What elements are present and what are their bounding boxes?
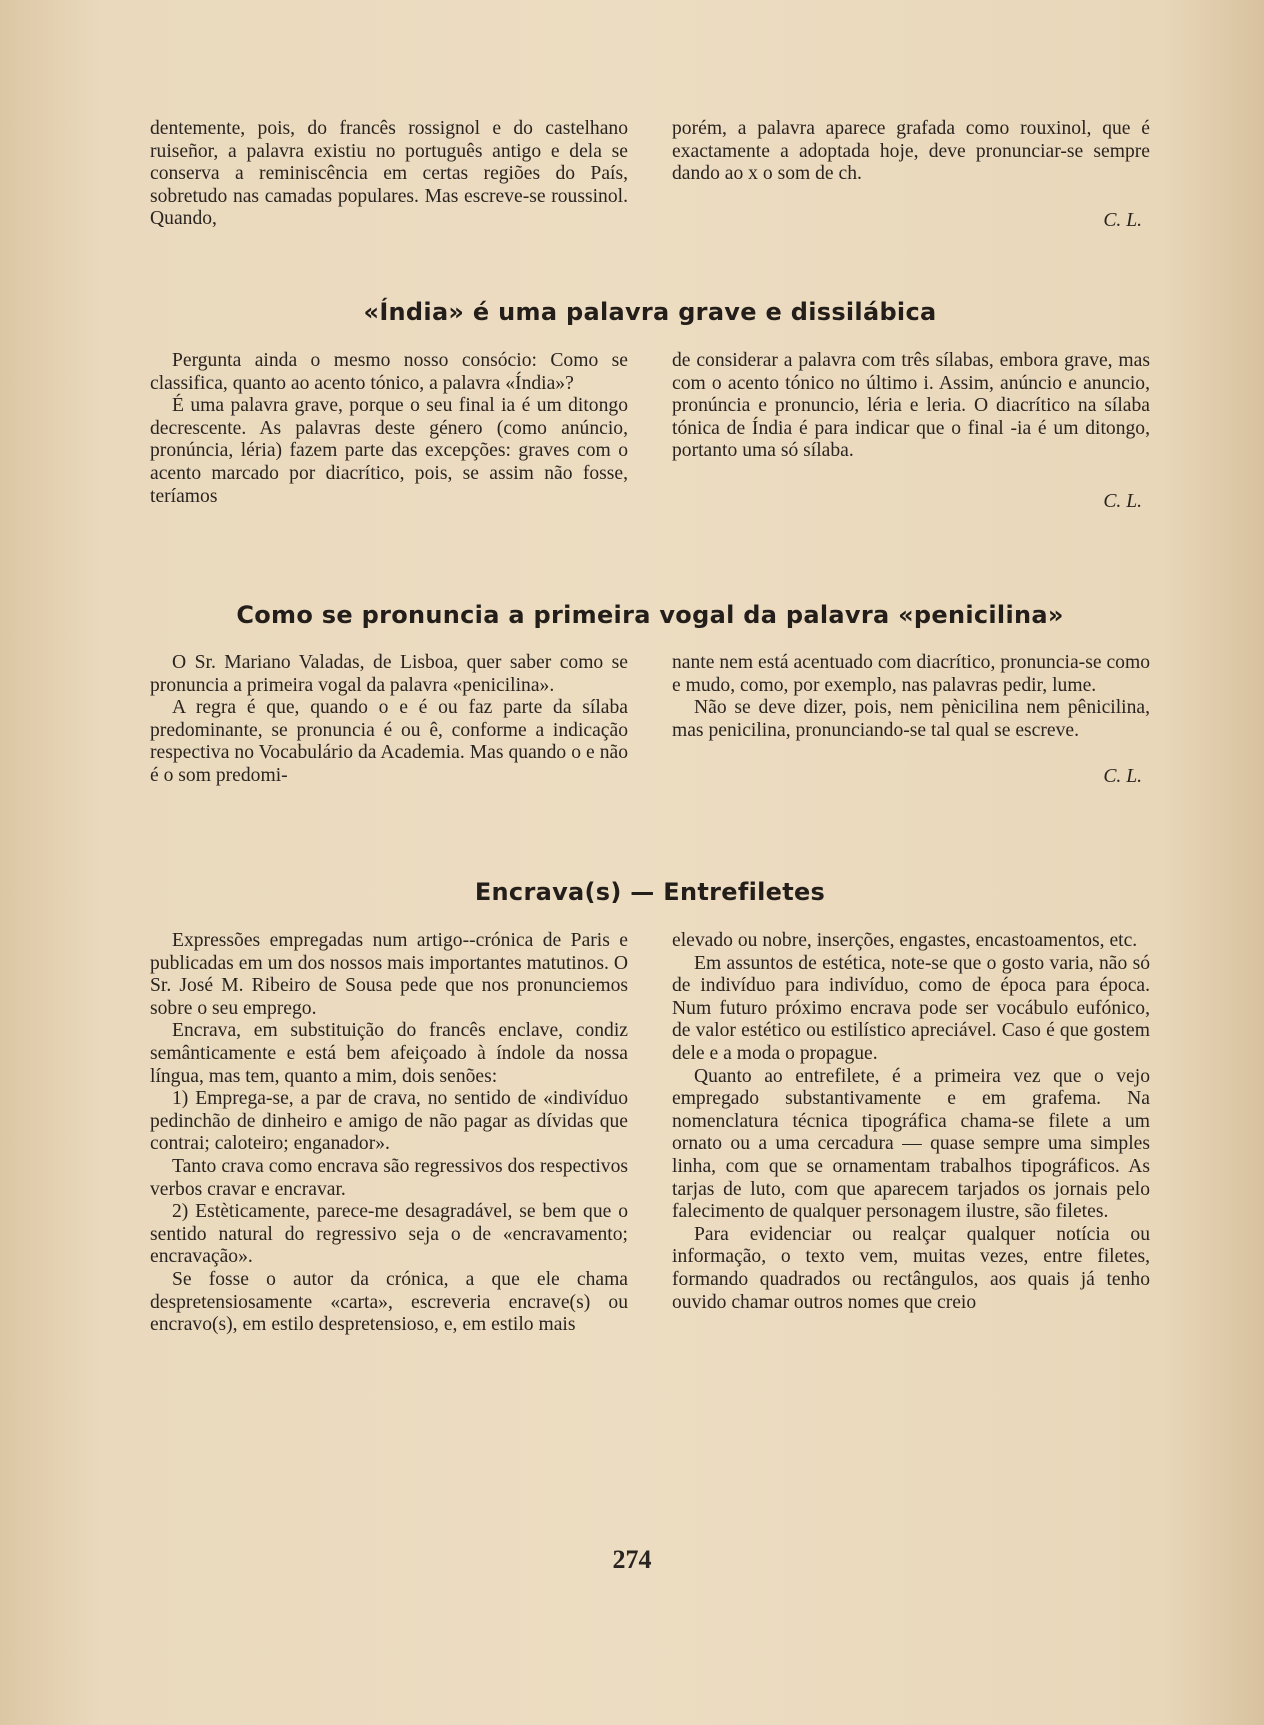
section-continuation: [150, 118, 1150, 232]
signature: C. L.: [1103, 490, 1142, 512]
article-title: «Índia» é uma palavra grave e dissilábica: [363, 298, 937, 326]
paragraph: elevado ou nobre, inserções, engastes, encastoamentos, etc.: [672, 930, 1138, 951]
paragraph: Expressões empregadas num artigo--crónica de Paris e publicadas em um dos nossos mais importantes matutinos. O Sr. José M. Ribeiro de Sousa pede que nos pronunciemos sobre o seu emprego.: [150, 930, 628, 1019]
article-india-body: [150, 350, 1150, 514]
article-title: Como se pronuncia a primeira vogal da palavra «penicilina»: [236, 601, 1064, 629]
paragraph: 1) Emprega-se, a par de crava, no sentido de «indivíduo pedinchão de dinheiro e amigo de não pagar as dívidas que contrai; caloteiro; enganador».: [150, 1088, 628, 1155]
signature: C. L.: [1103, 209, 1142, 231]
paragraph: Em assuntos de estética, note-se que o gosto varia, não só de indivíduo para indivíduo, como de época para época. Num futuro próximo encrava pode ser vocábulo eufónico, de valor estético ou estilístico apreciável. Caso é que gostem dele e a moda o propague.: [672, 952, 1150, 1064]
column-left: [150, 652, 628, 789]
article-penicilina-body: [150, 652, 1150, 789]
paragraph: Não se deve dizer, pois, nem pènicilina nem pênicilina, mas penicilina, pronunciando-se tal qual se escreve.: [672, 697, 1150, 741]
paragraph: nante nem está acentuado com diacrítico, pronuncia-se como e mudo, como, por exemplo, nas palavras pedir, lume.: [672, 652, 1150, 696]
column-right: [672, 350, 1150, 514]
paragraph: Tanto crava como encrava são regressivos dos respectivos verbos cravar e encravar.: [150, 1155, 628, 1200]
paragraph: É uma palavra grave, porque o seu final ia é um ditongo decrescente. As palavras deste género (como anúncio, pronúncia, léria) fazem parte das excepções: graves com o acento marcado por diacrítico, pois, se assim não fosse, teríamos: [150, 395, 628, 507]
article-india: [150, 298, 1150, 326]
paragraph: Encrava, em substituição do francês enclave, condiz semânticamente e está bem afeiçoado à índole da nossa língua, mas tem, quanto a mim, dois senões:: [150, 1020, 628, 1087]
signature: C. L.: [1103, 766, 1142, 788]
paragraph: porém, a palavra aparece grafada como rouxinol, que é exactamente a adoptada hoje, deve pronunciar-se sempre dando ao x o som de ch.: [672, 118, 1150, 185]
paragraph: O Sr. Mariano Valadas, de Lisboa, quer saber como se pronuncia a primeira vogal da palavra «penicilina».: [150, 652, 628, 696]
paragraph: Quanto ao entrefilete, é a primeira vez que o vejo empregado substantivamente e em grafema. Na nomenclatura técnica tipográfica chama-se filete a um ornato ou a uma cercadura — quase sempre uma simples linha, com que se ornamentam trabalhos tipográficos. As tarjas de luto, com que aparecem tarjados os jornais pelo falecimento de qualquer personagem ilustre, são filetes.: [672, 1065, 1150, 1223]
article-encrava-body: [150, 930, 1150, 1337]
paragraph: Se fosse o autor da crónica, a que ele chama despretensiosamente «carta», escreveria encrave(s) ou encravo(s), em estilo despretensioso, e, em estilo mais: [150, 1268, 628, 1336]
paragraph: Pergunta ainda o mesmo nosso consócio: Como se classifica, quanto ao acento tónico, a palavra «Índia»?: [150, 350, 628, 394]
column-left: [150, 118, 628, 232]
column-right: [672, 652, 1150, 789]
paragraph: A regra é que, quando o e é ou faz parte da sílaba predominante, se pronuncia é ou ê, conforme a indicação respectiva no Vocabulário da Academia. Mas quando o e não é o som predomi-: [150, 697, 628, 786]
paragraph: dentemente, pois, do francês rossignol e do castelhano ruiseñor, a palavra existiu no português antigo e dela se conserva a reminiscência em certas regiões do País, sobretudo nas camadas populares. Mas escreve-se roussinol. Quando,: [150, 118, 628, 230]
article-penicilina: [150, 601, 1150, 629]
page-number: 274: [612, 1545, 652, 1574]
column-left: [150, 350, 628, 514]
column-left: [150, 930, 628, 1337]
article-encrava: [150, 878, 1150, 906]
column-right: [672, 118, 1150, 232]
column-right: [672, 930, 1150, 1337]
article-title: Encrava(s) — Entrefiletes: [474, 878, 826, 906]
paragraph: Para evidenciar ou realçar qualquer notícia ou informação, o texto vem, muitas vezes, entre filetes, formando quadrados ou rectângulos, aos quais já tenho ouvido chamar outros nomes que creio: [672, 1223, 1150, 1313]
paragraph: de considerar a palavra com três sílabas, embora grave, mas com o acento tónico no último i. Assim, anúncio e anuncio, pronúncia e pronuncio, léria e leria. O diacrítico na sílaba tónica de Índia é para indicar que o final -ia é um ditongo, portanto uma só sílaba.: [672, 350, 1150, 462]
paragraph: 2) Estèticamente, parece-me desagradável, se bem que o sentido natural do regressivo seja o de «encravamento; encravação».: [150, 1201, 628, 1268]
